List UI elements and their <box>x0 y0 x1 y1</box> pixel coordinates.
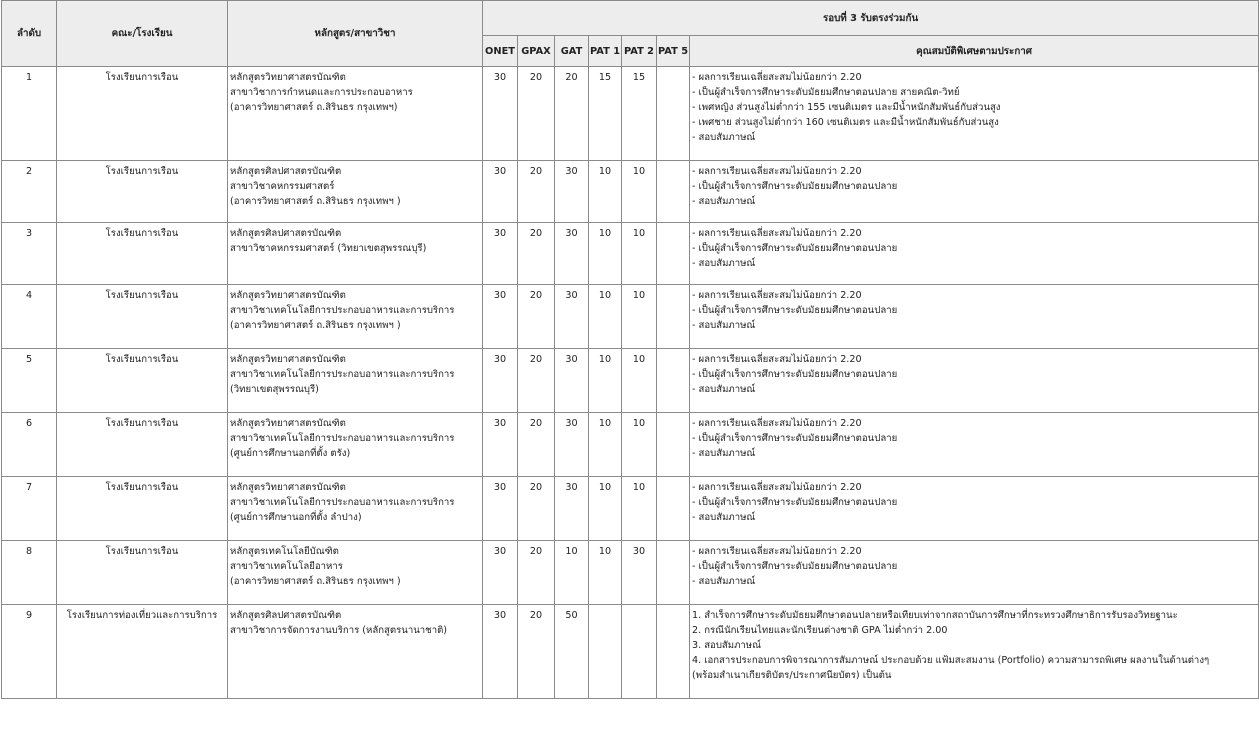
program-line: สาขาวิชาการกำหนดและการประกอบอาหาร <box>230 87 413 98</box>
cell-gpax <box>518 161 555 223</box>
qualification-line: 3. สอบสัมภาษณ์ <box>692 640 762 651</box>
score-gpax: 20 <box>529 610 543 621</box>
faculty-name: โรงเรียนการเรือน <box>105 72 179 83</box>
cell-pat5 <box>657 285 690 349</box>
cell-gat <box>555 413 589 477</box>
score-gpax: 20 <box>529 546 543 557</box>
score-gpax: 20 <box>529 354 543 365</box>
row-number: 3 <box>25 228 33 239</box>
cell-onet <box>483 67 518 161</box>
program-line: สาขาวิชาเทคโนโลยีการประกอบอาหารและการบริการ <box>230 305 455 316</box>
faculty-name: โรงเรียนการเรือน <box>105 290 179 301</box>
score-pat1: 10 <box>598 418 612 429</box>
cell-onet <box>483 477 518 541</box>
cell-faculty <box>57 413 228 477</box>
qualification-line: - เป็นผู้สำเร็จการศึกษาระดับมัธยมศึกษาตอนปลาย <box>692 433 898 444</box>
header-qualifications: คุณสมบัติพิเศษตามประกาศ <box>690 36 1259 67</box>
cell-gpax <box>518 413 555 477</box>
header-faculty: คณะ/โรงเรียน <box>57 1 228 67</box>
faculty-name: โรงเรียนการเรือน <box>105 166 179 177</box>
score-gat: 20 <box>565 72 578 83</box>
qualification-line: - สอบสัมภาษณ์ <box>692 132 756 143</box>
table-row <box>2 349 1259 413</box>
score-pat5 <box>659 67 687 70</box>
program-line: (อาคารวิทยาศาสตร์ ถ.สิรินธร กรุงเทพฯ ) <box>230 196 401 207</box>
cell-onet <box>483 349 518 413</box>
cell-program <box>228 541 483 605</box>
row-number: 7 <box>25 482 33 493</box>
score-pat1: 15 <box>598 72 612 83</box>
cell-gat <box>555 67 589 161</box>
cell-pat5 <box>657 541 690 605</box>
qualification-line: - ผลการเรียนเฉลี่ยสะสมไม่น้อยกว่า 2.20 <box>692 290 862 301</box>
cell-no <box>2 541 57 605</box>
qualification-line: - ผลการเรียนเฉลี่ยสะสมไม่น้อยกว่า 2.20 <box>692 482 862 493</box>
cell-pat1 <box>589 413 622 477</box>
header-onet: ONET <box>483 36 518 67</box>
cell-qualifications <box>690 477 1259 541</box>
qualification-line: - สอบสัมภาษณ์ <box>692 384 756 395</box>
score-pat5 <box>659 413 687 416</box>
score-onet: 30 <box>493 166 507 177</box>
cell-no <box>2 285 57 349</box>
cell-no <box>2 349 57 413</box>
score-onet: 30 <box>493 290 507 301</box>
qualification-line: 2. กรณีนักเรียนไทยและนักเรียนต่างชาติ GPA ไม่ต่ำกว่า 2.00 <box>692 625 948 636</box>
cell-faculty <box>57 161 228 223</box>
qualification-line: - ผลการเรียนเฉลี่ยสะสมไม่น้อยกว่า 2.20 <box>692 72 862 83</box>
cell-pat5 <box>657 223 690 285</box>
score-pat2: 10 <box>632 482 646 493</box>
score-pat2: 10 <box>632 354 646 365</box>
table-row <box>2 285 1259 349</box>
score-pat5 <box>659 349 687 352</box>
table-row <box>2 477 1259 541</box>
cell-gat <box>555 477 589 541</box>
cell-onet <box>483 223 518 285</box>
program-line: หลักสูตรวิทยาศาสตรบัณฑิต <box>230 482 346 493</box>
header-program: หลักสูตร/สาขาวิชา <box>228 1 483 67</box>
cell-program <box>228 413 483 477</box>
program-line: สาขาวิชาเทคโนโลยีการประกอบอาหารและการบริการ <box>230 433 455 444</box>
admission-table <box>1 0 1259 699</box>
row-number: 1 <box>25 72 33 83</box>
qualification-line: - สอบสัมภาษณ์ <box>692 196 756 207</box>
score-gpax: 20 <box>529 166 543 177</box>
program-line: สาขาวิชาคหกรรมศาสตร์ (วิทยาเขตสุพรรณบุรี) <box>230 243 427 254</box>
score-pat2: 10 <box>632 418 646 429</box>
header-row <box>2 1 1259 36</box>
row-number: 4 <box>25 290 33 301</box>
score-gat: 30 <box>565 228 578 239</box>
header-round: รอบที่ 3 รับตรงร่วมกัน <box>483 1 1259 36</box>
cell-faculty <box>57 67 228 161</box>
cell-faculty <box>57 541 228 605</box>
cell-no <box>2 223 57 285</box>
cell-program <box>228 477 483 541</box>
cell-pat2 <box>622 223 657 285</box>
cell-qualifications <box>690 413 1259 477</box>
qualification-line: - ผลการเรียนเฉลี่ยสะสมไม่น้อยกว่า 2.20 <box>692 166 862 177</box>
cell-no <box>2 161 57 223</box>
score-gat: 30 <box>565 482 578 493</box>
cell-no <box>2 605 57 699</box>
qualification-line: - เป็นผู้สำเร็จการศึกษาระดับมัธยมศึกษาตอนปลาย <box>692 181 898 192</box>
qualification-line: - ผลการเรียนเฉลี่ยสะสมไม่น้อยกว่า 2.20 <box>692 228 862 239</box>
program-line: (อาคารวิทยาศาสตร์ ถ.สิรินธร กรุงเทพฯ ) <box>230 576 401 587</box>
score-pat2: 10 <box>632 290 646 301</box>
faculty-name: โรงเรียนการเรือน <box>105 354 179 365</box>
cell-pat1 <box>589 285 622 349</box>
row-number: 2 <box>25 166 33 177</box>
table-row <box>2 413 1259 477</box>
score-pat1: 10 <box>598 166 612 177</box>
table-body <box>2 67 1259 699</box>
cell-pat5 <box>657 349 690 413</box>
score-onet: 30 <box>493 482 507 493</box>
cell-pat1 <box>589 223 622 285</box>
cell-faculty <box>57 223 228 285</box>
score-pat2: 10 <box>632 228 646 239</box>
header-pat2: PAT 2 <box>622 36 657 67</box>
cell-gat <box>555 541 589 605</box>
qualification-line: 1. สำเร็จการศึกษาระดับมัธยมศึกษาตอนปลายหรือเทียบเท่าจากสถาบันการศึกษาที่กระทรวงศึกษาธิการรับรองวิทยฐานะ <box>692 610 1178 621</box>
qualification-line: - เพศชาย ส่วนสูงไม่ต่ำกว่า 160 เซนติเมตร และมีน้ำหนักสัมพันธ์กับส่วนสูง <box>692 117 999 128</box>
score-pat5 <box>659 223 687 226</box>
score-pat1: 10 <box>598 290 612 301</box>
faculty-name: โรงเรียนการท่องเที่ยวและการบริการ <box>66 610 218 621</box>
cell-gpax <box>518 349 555 413</box>
cell-pat2 <box>622 477 657 541</box>
cell-pat5 <box>657 605 690 699</box>
cell-onet <box>483 161 518 223</box>
program-line: หลักสูตรวิทยาศาสตรบัณฑิต <box>230 72 346 83</box>
program-line: หลักสูตรเทคโนโลยีบัณฑิต <box>230 546 339 557</box>
program-line: สาขาวิชาการจัดการงานบริการ (หลักสูตรนานาชาติ) <box>230 625 448 636</box>
cell-program <box>228 161 483 223</box>
cell-gat <box>555 161 589 223</box>
cell-pat5 <box>657 67 690 161</box>
cell-pat2 <box>622 605 657 699</box>
row-number: 6 <box>25 418 33 429</box>
cell-faculty <box>57 605 228 699</box>
score-onet: 30 <box>493 228 507 239</box>
cell-faculty <box>57 285 228 349</box>
score-onet: 30 <box>493 418 507 429</box>
cell-pat5 <box>657 477 690 541</box>
score-gat: 50 <box>565 610 578 621</box>
score-pat1: 10 <box>598 354 612 365</box>
cell-no <box>2 67 57 161</box>
cell-gat <box>555 223 589 285</box>
cell-pat1 <box>589 67 622 161</box>
qualification-line: - สอบสัมภาษณ์ <box>692 576 756 587</box>
program-line: หลักสูตรวิทยาศาสตรบัณฑิต <box>230 418 346 429</box>
cell-pat1 <box>589 161 622 223</box>
cell-qualifications <box>690 349 1259 413</box>
qualification-line: (พร้อมสำเนาเกียรติบัตร/ประกาศนียบัตร) เป็นต้น <box>692 670 892 681</box>
qualification-line: - เป็นผู้สำเร็จการศึกษาระดับมัธยมศึกษาตอนปลาย <box>692 561 898 572</box>
score-onet: 30 <box>493 354 507 365</box>
cell-pat2 <box>622 349 657 413</box>
score-pat2: 30 <box>632 546 646 557</box>
cell-qualifications <box>690 67 1259 161</box>
row-number: 5 <box>25 354 33 365</box>
score-gpax: 20 <box>529 290 543 301</box>
cell-onet <box>483 413 518 477</box>
score-pat5 <box>659 285 687 288</box>
cell-pat2 <box>622 67 657 161</box>
cell-program <box>228 349 483 413</box>
cell-faculty <box>57 477 228 541</box>
qualification-line: - เป็นผู้สำเร็จการศึกษาระดับมัธยมศึกษาตอนปลาย <box>692 497 898 508</box>
score-gat: 30 <box>565 166 578 177</box>
score-pat1 <box>591 605 619 608</box>
score-pat5 <box>659 605 687 608</box>
cell-gpax <box>518 477 555 541</box>
table-row <box>2 541 1259 605</box>
qualification-line: - สอบสัมภาษณ์ <box>692 320 756 331</box>
qualification-line: - ผลการเรียนเฉลี่ยสะสมไม่น้อยกว่า 2.20 <box>692 546 862 557</box>
faculty-name: โรงเรียนการเรือน <box>105 482 179 493</box>
qualification-line: - เพศหญิง ส่วนสูงไม่ต่ำกว่า 155 เซนติเมตร และมีน้ำหนักสัมพันธ์กับส่วนสูง <box>692 102 1001 113</box>
score-gpax: 20 <box>529 482 543 493</box>
program-line: (อาคารวิทยาศาสตร์ ถ.สิรินธร กรุงเทพฯ ) <box>230 320 401 331</box>
score-pat1: 10 <box>598 228 612 239</box>
header-gpax: GPAX <box>518 36 555 67</box>
cell-onet <box>483 541 518 605</box>
cell-no <box>2 477 57 541</box>
score-pat5 <box>659 541 687 544</box>
score-pat2: 10 <box>632 166 646 177</box>
cell-qualifications <box>690 285 1259 349</box>
score-gat: 30 <box>565 354 578 365</box>
cell-program <box>228 605 483 699</box>
program-line: (ศูนย์การศึกษานอกที่ตั้ง ตรัง) <box>230 448 351 459</box>
cell-onet <box>483 285 518 349</box>
score-gat: 10 <box>565 546 578 557</box>
qualification-line: - ผลการเรียนเฉลี่ยสะสมไม่น้อยกว่า 2.20 <box>692 418 862 429</box>
cell-no <box>2 413 57 477</box>
table-row <box>2 223 1259 285</box>
score-gpax: 20 <box>529 228 543 239</box>
cell-gat <box>555 285 589 349</box>
header-gat: GAT <box>555 36 589 67</box>
cell-gat <box>555 349 589 413</box>
cell-qualifications <box>690 541 1259 605</box>
score-gpax: 20 <box>529 418 543 429</box>
cell-faculty <box>57 349 228 413</box>
score-pat5 <box>659 161 687 164</box>
program-line: หลักสูตรศิลปศาสตรบัณฑิต <box>230 610 342 621</box>
score-onet: 30 <box>493 546 507 557</box>
cell-program <box>228 223 483 285</box>
header-pat5: PAT 5 <box>657 36 690 67</box>
cell-gpax <box>518 67 555 161</box>
cell-program <box>228 67 483 161</box>
row-number: 8 <box>25 546 33 557</box>
faculty-name: โรงเรียนการเรือน <box>105 228 179 239</box>
qualification-line: 4. เอกสารประกอบการพิจารณาการสัมภาษณ์ ประกอบด้วย แฟ้มสะสมงาน (Portfolio) ความสามารถพิเศษ ผลงานในด้านต่างๆ <box>692 655 1210 666</box>
table-row <box>2 605 1259 699</box>
score-gpax: 20 <box>529 72 543 83</box>
program-line: หลักสูตรศิลปศาสตรบัณฑิต <box>230 228 342 239</box>
header-pat1: PAT 1 <box>589 36 622 67</box>
score-pat1: 10 <box>598 482 612 493</box>
table-row <box>2 161 1259 223</box>
cell-pat2 <box>622 161 657 223</box>
qualification-line: - สอบสัมภาษณ์ <box>692 512 756 523</box>
program-line: สาขาวิชาเทคโนโลยีอาหาร <box>230 561 343 572</box>
faculty-name: โรงเรียนการเรือน <box>105 546 179 557</box>
cell-pat2 <box>622 285 657 349</box>
program-line: สาขาวิชาเทคโนโลยีการประกอบอาหารและการบริการ <box>230 497 455 508</box>
qualification-line: - เป็นผู้สำเร็จการศึกษาระดับมัธยมศึกษาตอนปลาย <box>692 305 898 316</box>
cell-pat1 <box>589 541 622 605</box>
score-gat: 30 <box>565 290 578 301</box>
cell-gpax <box>518 285 555 349</box>
qualification-line: - ผลการเรียนเฉลี่ยสะสมไม่น้อยกว่า 2.20 <box>692 354 862 365</box>
header-no: ลำดับ <box>2 1 57 67</box>
score-onet: 30 <box>493 610 507 621</box>
program-line: สาขาวิชาเทคโนโลยีการประกอบอาหารและการบริการ <box>230 369 455 380</box>
score-pat2 <box>624 605 654 608</box>
program-line: สาขาวิชาคหกรรมศาสตร์ <box>230 181 335 192</box>
cell-gpax <box>518 605 555 699</box>
cell-program <box>228 285 483 349</box>
cell-qualifications <box>690 161 1259 223</box>
faculty-name: โรงเรียนการเรือน <box>105 418 179 429</box>
cell-pat2 <box>622 413 657 477</box>
cell-qualifications <box>690 223 1259 285</box>
score-gat: 30 <box>565 418 578 429</box>
cell-pat1 <box>589 605 622 699</box>
program-line: (ศูนย์การศึกษานอกที่ตั้ง ลำปาง) <box>230 512 362 523</box>
score-pat2: 15 <box>632 72 646 83</box>
cell-pat2 <box>622 541 657 605</box>
row-number: 9 <box>25 610 33 621</box>
table-row <box>2 67 1259 161</box>
cell-onet <box>483 605 518 699</box>
program-line: หลักสูตรวิทยาศาสตรบัณฑิต <box>230 290 346 301</box>
qualification-line: - สอบสัมภาษณ์ <box>692 448 756 459</box>
qualification-line: - เป็นผู้สำเร็จการศึกษาระดับมัธยมศึกษาตอนปลาย <box>692 243 898 254</box>
cell-gat <box>555 605 589 699</box>
qualification-line: - เป็นผู้สำเร็จการศึกษาระดับมัธยมศึกษาตอนปลาย สายคณิต-วิทย์ <box>692 87 960 98</box>
cell-pat5 <box>657 161 690 223</box>
cell-gpax <box>518 541 555 605</box>
program-line: หลักสูตรวิทยาศาสตรบัณฑิต <box>230 354 346 365</box>
cell-pat1 <box>589 477 622 541</box>
cell-qualifications <box>690 605 1259 699</box>
score-onet: 30 <box>493 72 507 83</box>
cell-gpax <box>518 223 555 285</box>
score-pat5 <box>659 477 687 480</box>
score-pat1: 10 <box>598 546 612 557</box>
qualification-line: - สอบสัมภาษณ์ <box>692 258 756 269</box>
program-line: (วิทยาเขตสุพรรณบุรี) <box>230 384 319 395</box>
program-line: (อาคารวิทยาศาสตร์ ถ.สิรินธร กรุงเทพฯ) <box>230 102 398 113</box>
qualification-line: - เป็นผู้สำเร็จการศึกษาระดับมัธยมศึกษาตอนปลาย <box>692 369 898 380</box>
cell-pat5 <box>657 413 690 477</box>
cell-pat1 <box>589 349 622 413</box>
program-line: หลักสูตรศิลปศาสตรบัณฑิต <box>230 166 342 177</box>
